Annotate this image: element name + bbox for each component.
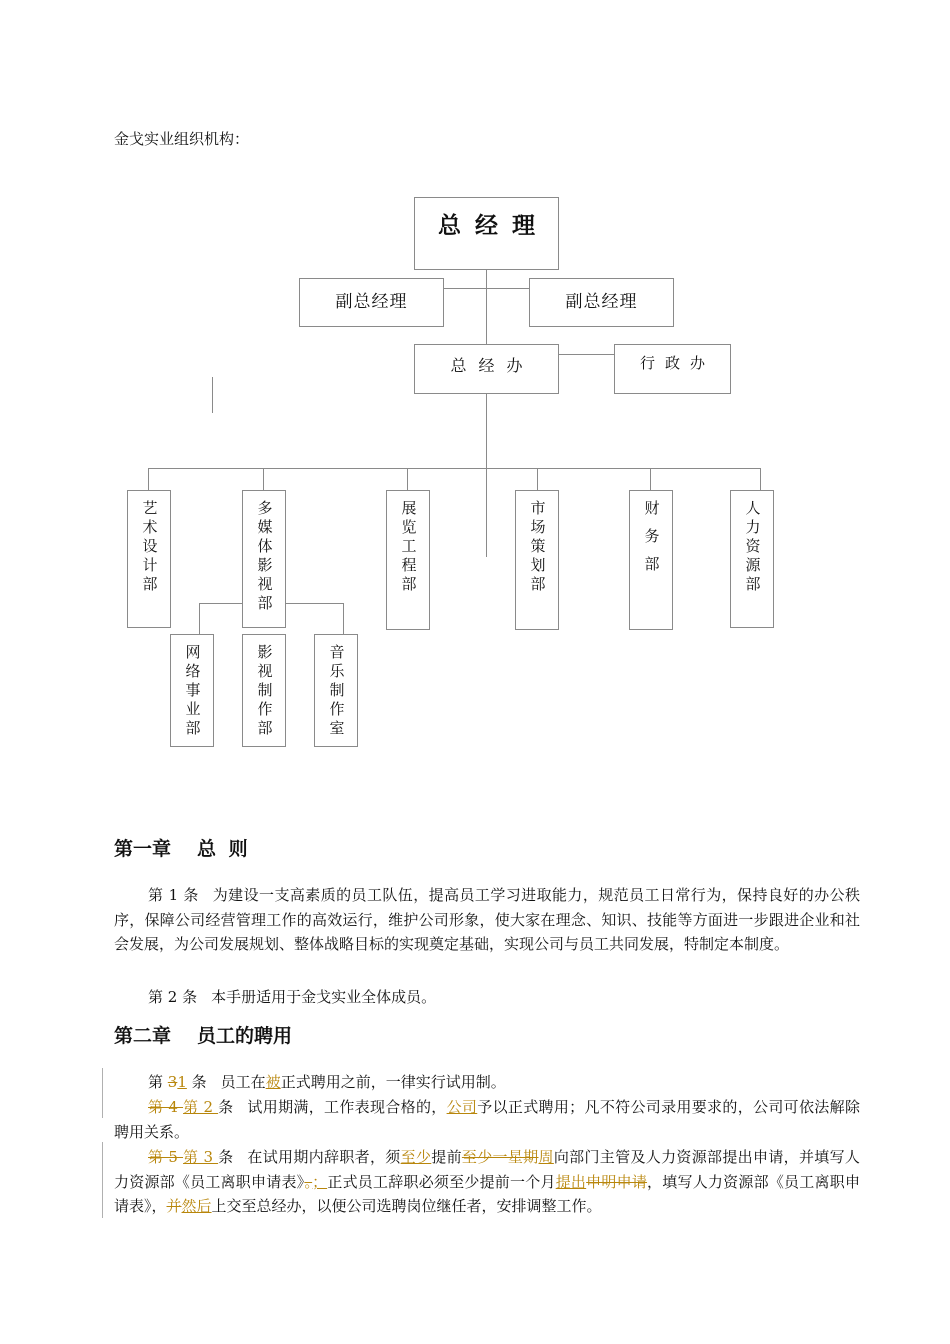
article-3-label-suffix: 条 [186,1073,207,1091]
article-4-text: 试用期满，工作表现合格的， [247,1098,447,1116]
vice-gm-left-label: 副总经理 [335,292,408,312]
general-manager-label: 总经理 [438,212,549,239]
general-manager-box [414,197,559,270]
unit-film-box [242,634,286,747]
unit-network-box [170,634,214,747]
connector [650,468,651,491]
article-5 [114,1145,860,1219]
dept-art-box [127,490,171,628]
inserted-text: 第 2 [183,1098,219,1116]
article-3 [114,1070,860,1095]
connector [486,393,487,557]
deleted-text: 并 [166,1197,182,1215]
dept-hr-label: 人力资源部 [743,500,762,595]
dept-marketing-label: 市场策划部 [528,500,547,595]
chapter-1-number: 第一章 [114,838,172,860]
deleted-text: 至少一星期 [461,1148,539,1166]
dept-exhibition-label: 展览工程部 [399,500,418,595]
chapter-1-heading [114,834,248,861]
dept-marketing-box [515,490,559,630]
connector [486,269,487,345]
deleted-text: 第 4 [148,1098,184,1116]
vice-gm-left-box [299,278,444,327]
article-5-label-suffix: 条 [218,1148,234,1166]
chapter-1-title: 总 则 [197,838,248,860]
deleted-text: 。 [304,1172,313,1191]
article-1-text: 为建设一支高素质的员工队伍，提高员工学习进取能力，规范员工日常行为，保持良好的办公秩序，保障公司经营管理工作的高效运行，维护公司形象，使大家在理念、知识、技能等方面进一步跟进企业和社会发展，为公司发展规划、整体战略目标的实现奠定基础，实现公司与员工共同发展，特制定本制度。 [114,886,860,953]
connector [443,288,529,289]
connector [148,468,760,469]
article-2 [114,985,860,1010]
article-5-text: 上交至总经办，以便公司选聘岗位继任者，安排调整工作。 [211,1197,602,1215]
connector [537,468,538,491]
chapter-2-heading [114,1021,292,1048]
dept-finance-label: 财务部 [642,500,661,584]
dept-multimedia-label: 多媒体影视部 [255,500,274,614]
unit-film-label: 影视制作部 [255,644,274,739]
dept-exhibition-box [386,490,430,630]
inserted-text: 至少 [400,1148,432,1166]
article-1 [114,883,860,957]
connector [559,354,615,355]
article-3-text: 员工在 [220,1073,266,1091]
vice-gm-right-box [529,278,674,327]
article-2-label: 第 2 条 [148,988,198,1006]
gm-office-label: 总经办 [450,356,535,375]
dept-multimedia-box [242,490,286,628]
inserted-text: 提出 [555,1172,587,1191]
connector [148,468,149,491]
connector [199,603,200,636]
article-4-label-suffix: 条 [218,1098,234,1116]
revision-bar [102,1142,103,1218]
admin-office-box [614,344,731,394]
connector [760,468,761,491]
deleted-text: 3 [167,1073,178,1091]
article-4 [114,1095,860,1144]
inserted-text: 1 [177,1073,187,1091]
article-3-text: 正式聘用之前，一律实行试用制。 [280,1073,506,1091]
connector [343,603,344,636]
article-5-text: 提前 [431,1148,462,1166]
org-intro-text: 金戈实业组织机构： [114,130,250,148]
inserted-text: 周 [538,1148,554,1166]
deleted-text: 第 5 [148,1148,184,1166]
admin-office-label: 行政办 [639,354,715,372]
unit-music-box [314,634,358,747]
article-1-label: 第 1 条 [148,886,199,904]
unit-network-label: 网络事业部 [183,644,202,739]
article-2-text: 本手册适用于金戈实业全体成员。 [211,988,437,1006]
inserted-text: 公司 [446,1098,478,1116]
article-5-text: 正式员工辞职必须至少提前一个月 [327,1172,556,1191]
inserted-text: 被 [265,1073,281,1091]
dept-art-label: 艺术设计部 [140,500,159,595]
article-5-text: 在试用期内辞职者，须 [247,1148,401,1166]
article-3-label-prefix: 第 [148,1073,168,1091]
unit-music-label: 音乐制作室 [327,644,346,739]
chapter-2-title: 员工的聘用 [197,1025,293,1047]
inserted-text: 第 3 [183,1148,219,1166]
article-4-text: 予以正式聘用；凡不符公司录用要求的，公司可依法解除聘用关系。 [114,1098,860,1141]
dept-hr-box [730,490,774,628]
gm-office-box [414,344,559,394]
dept-finance-box [629,490,673,630]
connector [407,468,408,491]
connector [263,468,264,491]
chapter-2-number: 第二章 [114,1025,172,1047]
vice-gm-right-label: 副总经理 [565,292,638,312]
revision-bar [102,1068,103,1118]
article-5-text: 向部门主管及人力资源部提出申请，并填写人力资源部《员工离职申请表》 [114,1148,860,1191]
article-5-text: ，填写人力资源部《员工离职申请表》， [114,1172,860,1215]
deleted-text: 申明申请 [586,1172,648,1191]
inserted-text: ； [312,1172,328,1191]
inserted-text: 然后 [181,1197,212,1215]
connector [212,377,213,413]
